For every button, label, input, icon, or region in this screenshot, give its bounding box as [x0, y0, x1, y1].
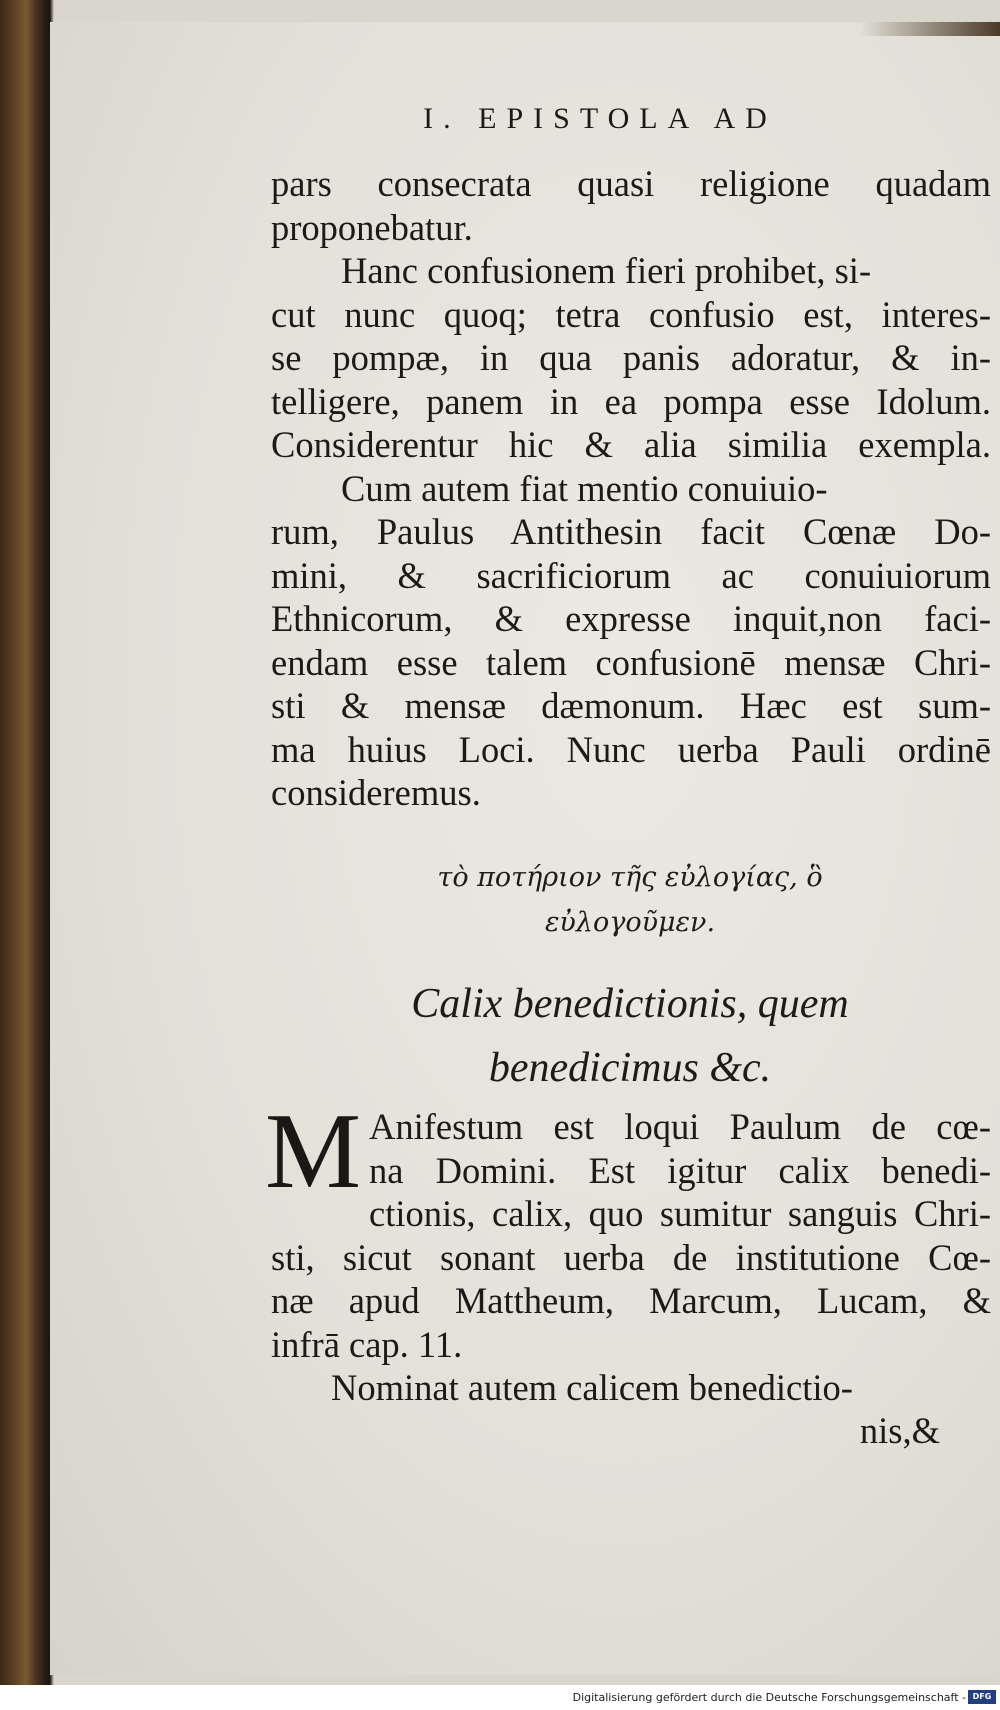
- funding-notice: Digitalisierung gefördert durch die Deutsche Forschungsgemeinschaft -: [572, 1691, 966, 1704]
- page-edge-shadow: [860, 22, 1000, 36]
- paragraph-2-line: ctionis, calix, quo sumitur sanguis Chri-: [369, 1193, 991, 1234]
- paragraph-1-line: ma huius Loci. Nunc uerba Pauli ordinē: [271, 728, 991, 770]
- drop-cap: M: [265, 1092, 362, 1211]
- paragraph-1-line: telligere, panem in ea pompa esse Idolum.: [271, 380, 991, 422]
- paragraph-1-line: Hanc confusionem fieri prohibet, si-: [341, 250, 872, 291]
- heading-line: Calix benedictionis, quem: [411, 981, 849, 1027]
- book-page: [50, 22, 1000, 1675]
- paragraph-1-line: se pompæ, in qua panis adoratur, & in-: [271, 337, 991, 378]
- paragraph-1-line: Considerentur hic & alia similia exempla.: [271, 424, 991, 465]
- paragraph-1-line: pars consecrata quasi religione quadam: [271, 163, 991, 204]
- running-head: I. EPISTOLA AD: [423, 102, 777, 135]
- greek-line: εὐλογοῦμεν.: [544, 907, 716, 938]
- paragraph-1-line: sti & mensæ dæmonum. Hæc est sum-: [271, 685, 991, 726]
- paragraph-1-line: consideremus.: [271, 772, 481, 813]
- paragraph-2-line: infrā cap. 11.: [271, 1323, 463, 1365]
- paragraph-1-line: proponebatur.: [271, 206, 473, 248]
- greek-quotation: [270, 855, 990, 945]
- paragraph-2-line: sti, sicut sonant uerba de institutione Cœ-: [271, 1236, 991, 1278]
- paragraph-2-line: Nominat autem calicem benedictio-: [331, 1367, 853, 1408]
- paragraph-1-line: rum, Paulus Antithesin facit Cœnæ Do-: [271, 511, 991, 552]
- section-heading: [270, 972, 990, 1100]
- paragraph-1-line: endam esse talem confusionē mensæ Chri-: [271, 641, 991, 683]
- catchword: nis,&: [859, 1410, 940, 1451]
- paragraph-1-line: mini, & sacrificiorum ac conuiuiorum: [271, 554, 991, 596]
- paragraph-1: [271, 162, 991, 815]
- paragraph-2-line: na Domini. Est igitur calix benedi-: [369, 1149, 991, 1191]
- paragraph-2-line: næ apud Mattheum, Marcum, Lucam, &: [271, 1280, 991, 1321]
- paragraph-2: [265, 1092, 991, 1410]
- dfg-logo: DFG: [968, 1690, 996, 1704]
- paragraph-1-line: Ethnicorum, & expresse inquit,non faci-: [271, 598, 991, 639]
- paragraph-1-line: Cum autem fiat mentio conuiuio-: [341, 467, 828, 509]
- footer-bar: [0, 1685, 1000, 1710]
- paragraph-1-line: cut nunc quoq; tetra confusio est, interes-: [271, 293, 991, 335]
- greek-line: τὸ ποτήριον τῆς εὐλογίας, ὃ: [437, 862, 823, 893]
- paragraph-2-line: Anifestum est loqui Paulum de cœ-: [369, 1106, 991, 1147]
- heading-line: benedicimus &c.: [488, 1045, 772, 1091]
